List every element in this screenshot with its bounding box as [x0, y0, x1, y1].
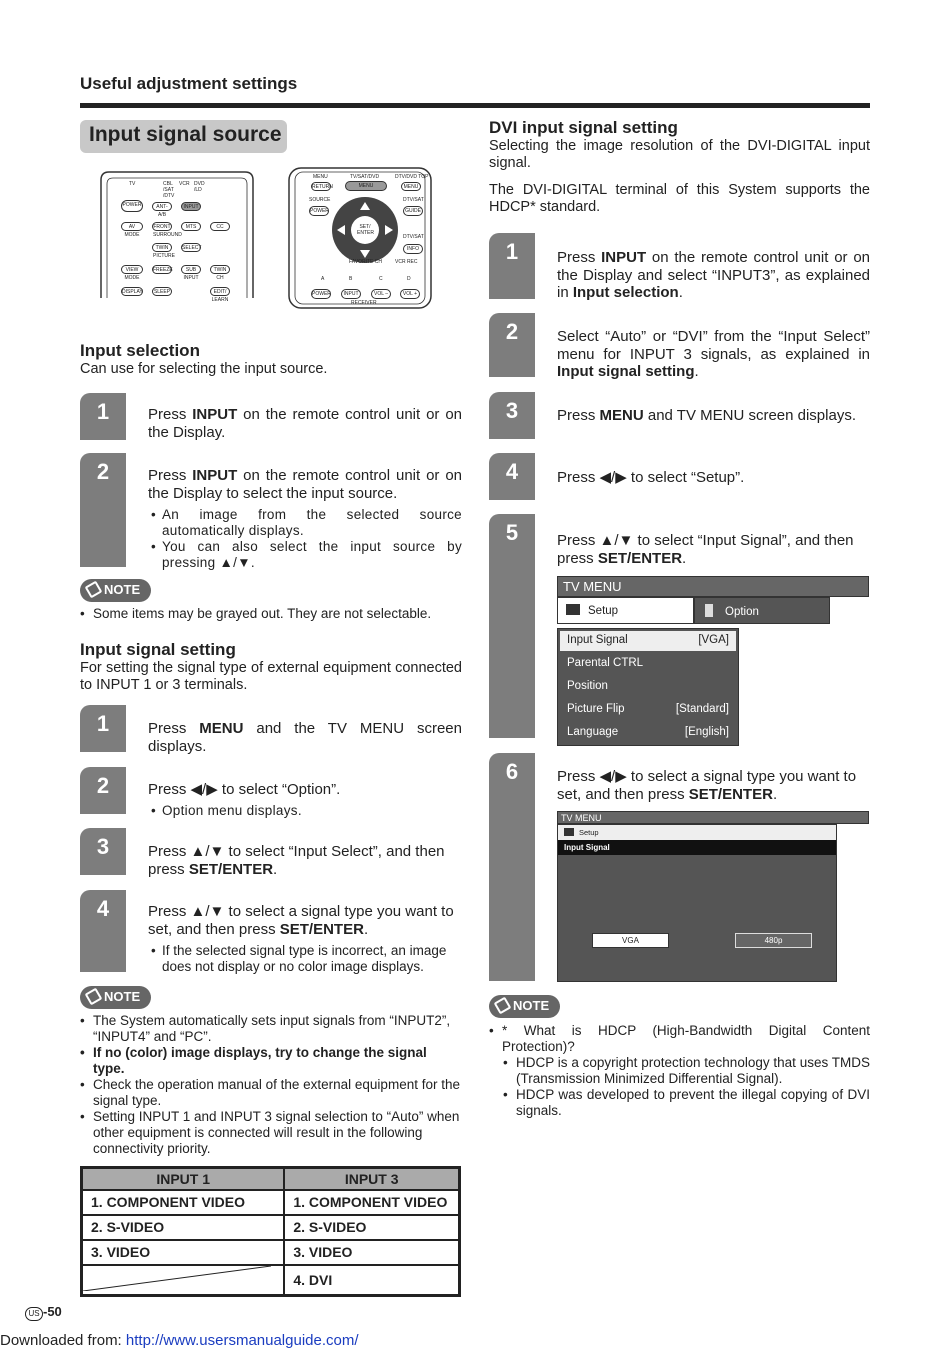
header-rule — [80, 103, 870, 108]
note-item: • Check the operation manual of the external equipment for the signal type. — [80, 1077, 462, 1109]
step-text-post: . — [363, 920, 369, 938]
dvi-desc-2: The DVI-DIGITAL terminal of this System supports the HDCP* standard. — [489, 182, 870, 215]
remote-mts-button: MTS — [181, 222, 201, 231]
step-text — [557, 532, 870, 567]
note-badge — [489, 995, 560, 1018]
step-tab — [80, 453, 126, 567]
input-selection-desc: Can use for selecting the input source. — [80, 361, 328, 377]
note-label: NOTE — [104, 989, 141, 1004]
tv-menu-input-signal-screen — [557, 811, 869, 982]
menu-tab-setup — [557, 597, 694, 624]
dvi-desc-1: Selecting the image resolution of the DVI-DIGITAL input signal. — [489, 138, 870, 171]
table-cell: 2. S-VIDEO — [82, 1215, 285, 1240]
menu-item-picture-flip — [560, 697, 736, 720]
menu-tab-option — [694, 597, 830, 624]
remote-subinput-button: SUB INPUT — [181, 265, 201, 274]
remote-menu-button: MENU — [345, 181, 387, 191]
step-number: 4 — [96, 896, 110, 921]
remote-guide-button: GUIDE — [403, 206, 423, 216]
step-text — [148, 467, 462, 502]
table-row — [82, 1265, 460, 1296]
step-text-bold: MENU — [199, 720, 244, 737]
step-tab — [489, 753, 535, 981]
step-text-pre: Press — [148, 467, 193, 484]
remote-label-dtvsat: DTV/SAT — [403, 197, 424, 203]
step-tab — [80, 393, 126, 440]
bullet-item: • An image from the selected source automatically displays. — [151, 507, 462, 539]
option-icon — [705, 604, 713, 617]
step-text-post: . — [694, 363, 699, 380]
step-text-post: and TV MENU screen displays. — [643, 407, 856, 424]
remote-twinch-button: TWIN CH — [210, 265, 230, 274]
step-text-mid: on the remote control unit or on the Display and select “INPUT3”, as explained in — [557, 249, 870, 301]
table-header: INPUT 3 — [284, 1168, 459, 1190]
remote-return-button: RETURN — [312, 184, 333, 190]
step-text — [557, 768, 870, 803]
remote-sleep-button: SLEEP — [153, 289, 171, 295]
step-text-pre: Press ▲/▼ to select a signal type you want to set, and then press — [148, 903, 454, 938]
menu-list — [557, 628, 739, 746]
remote-vol-down-button: VOL – — [371, 289, 391, 299]
menu-item-label: Position — [567, 680, 608, 692]
paperclip-icon — [494, 997, 512, 1015]
remote-illustration-left — [97, 168, 257, 303]
step-number: 3 — [505, 398, 519, 423]
step-number: 6 — [505, 759, 519, 784]
remote-label-a: A — [321, 276, 325, 282]
input-selection-title: Input selection — [80, 341, 200, 360]
menu-item-language — [560, 720, 736, 743]
step-text-pre: Press — [148, 406, 193, 423]
note-item: • HDCP is a copyright protection technology that uses TMDS (Transmission Minimized Differential Signal). — [503, 1055, 870, 1087]
step-text — [148, 406, 462, 441]
step-number: 2 — [96, 773, 110, 798]
remote-label-favorite: FAVORITE CH — [349, 259, 382, 265]
remote-info-button: INFO — [403, 244, 423, 254]
dvi-title: DVI input signal setting — [489, 118, 678, 137]
step-text-post: . — [678, 284, 683, 301]
menu-tab-label: Option — [725, 606, 759, 618]
step-text: Press ◀/▶ to select “Option”. — [148, 781, 341, 798]
step-text — [148, 903, 462, 938]
step-text-post: on the remote control unit or on the Display. — [148, 406, 462, 441]
step-text-pre: Select “Auto” or “DVI” from the “Input Select” menu for INPUT 3 signals, as explained in — [557, 328, 870, 363]
remote-label-dvd: DVD /LD — [194, 181, 205, 193]
step-text-pre: Press ◀/▶ to select a signal type you want to set, and then press — [557, 768, 857, 803]
step-number: 3 — [96, 834, 110, 859]
remote-label-tvsatdvd: TV/SAT/DVD — [350, 174, 380, 180]
note-list — [80, 1013, 462, 1157]
note-list — [80, 606, 462, 622]
menu-title: TV MENU — [557, 576, 869, 597]
menu-item-value: [English] — [684, 726, 729, 738]
setup-icon — [564, 828, 574, 836]
remote-viewmode-button: VIEW MODE — [121, 265, 143, 274]
remote-label-menu-top: MENU — [313, 174, 328, 180]
input-signal-setting-title: Input signal setting — [80, 640, 236, 659]
bullet-item: • Option menu displays. — [151, 803, 462, 819]
step-number: 4 — [505, 459, 519, 484]
note-badge — [80, 986, 151, 1009]
menu-item-input-signal — [560, 631, 736, 651]
step-text-pre: Press ▲/▼ to select “Input Signal”, and then press — [557, 532, 854, 567]
remote-input-button: INPUT — [181, 202, 201, 211]
remote-label-b: B — [349, 276, 353, 282]
note-item: • * What is HDCP (High-Bandwidth Digital Content Protection)? — [489, 1023, 870, 1055]
note-item: • The System automatically sets input signals from “INPUT2”, “INPUT4” and “PC”. — [80, 1013, 462, 1045]
menu-item-label: Language — [567, 726, 619, 738]
step-tab — [80, 705, 126, 752]
remote-freeze-button: FREEZE — [153, 267, 173, 273]
step-text-pre: Press — [557, 249, 602, 266]
step-text — [148, 720, 462, 755]
page-number — [25, 1304, 62, 1321]
remote-menu2-button: MENU — [401, 182, 421, 191]
menu-item-label: Parental CTRL — [567, 657, 644, 669]
menu-item-label: Picture Flip — [567, 703, 625, 715]
step-number: 1 — [505, 239, 519, 264]
page-number-text: -50 — [43, 1304, 62, 1319]
menu-tab-label: Setup — [588, 605, 619, 617]
step-tab — [80, 767, 126, 814]
step-tab — [489, 453, 535, 500]
bullet-item: • If the selected signal type is incorrect, an image does not display or no color image displays. — [151, 943, 462, 975]
menu-item-value: [Standard] — [675, 703, 729, 715]
menu-item-value: [VGA] — [698, 634, 729, 646]
step-text: Press ◀/▶ to select “Setup”. — [557, 469, 745, 486]
remote-label-c: C — [379, 276, 383, 282]
table-cell: 1. COMPONENT VIDEO — [82, 1190, 285, 1215]
step-text — [557, 249, 870, 302]
step-text-bold: INPUT — [192, 467, 238, 484]
step-text — [148, 843, 462, 878]
menu-subtitle: Input Signal — [558, 840, 836, 855]
note-label: NOTE — [104, 582, 141, 597]
remote-label-dtvdvd: DTV/DVD TOP — [395, 174, 429, 180]
remote-ant-button: ANT-A/B — [152, 202, 172, 211]
step-text-bold: MENU — [599, 407, 644, 424]
remote-surround-button: FRONT SURROUND — [153, 224, 182, 238]
remote-cc-button: CC — [210, 222, 230, 231]
note-item: • Setting INPUT 1 and INPUT 3 signal selection to “Auto” when other equipment is connected will result in the following connectivity priority. — [80, 1109, 462, 1157]
table-cell: 1. COMPONENT VIDEO — [284, 1190, 459, 1215]
table-cell: 3. VIDEO — [82, 1240, 285, 1265]
remote-label-vcr: VCR — [179, 181, 190, 187]
step-text-bold: INPUT — [192, 406, 238, 423]
diagonal-slash — [83, 1266, 271, 1291]
setup-icon — [566, 604, 580, 615]
step-text-bold: INPUT — [601, 249, 647, 266]
step-number: 5 — [505, 520, 519, 545]
table-row — [82, 1215, 460, 1240]
step-tab — [489, 514, 535, 738]
step-text — [557, 407, 870, 425]
download-footer — [0, 1332, 359, 1348]
table-header-row — [82, 1168, 460, 1190]
remote-select-button: SELECT — [182, 245, 202, 251]
input-signal-setting-desc: For setting the signal type of external equipment connected to INPUT 1 or 3 terminals. — [80, 660, 462, 693]
table-cell: 4. DVI — [284, 1265, 459, 1296]
step-number: 2 — [96, 459, 110, 484]
step-text-post: and the TV MENU screen displays. — [148, 720, 462, 755]
menu-tabs — [557, 597, 830, 624]
download-link[interactable]: http://www.usersmanualguide.com/ — [125, 1332, 359, 1348]
note-item: • HDCP was developed to prevent the illegal copying of DVI signals. — [503, 1087, 870, 1119]
step-text-pre: Press — [148, 720, 200, 737]
section-title: Input signal source — [80, 120, 287, 153]
paperclip-icon — [85, 988, 103, 1006]
remote-label-d: D — [407, 276, 411, 282]
step-text-pre: Press ▲/▼ to select “Input Select”, and then press — [148, 843, 445, 878]
step-number: 2 — [505, 319, 519, 344]
step-tab — [489, 313, 535, 377]
note-badge — [80, 579, 151, 602]
step-number: 1 — [96, 399, 110, 424]
step-tab — [80, 890, 126, 972]
remote-learn-button: EDIT/ LEARN — [211, 289, 229, 303]
us-badge: US — [25, 1307, 43, 1321]
step-bullets — [151, 803, 462, 819]
remote-display-button: DISPLAY — [122, 289, 143, 295]
step-text-bold: SET/ENTER — [597, 549, 683, 567]
page-header: Useful adjustment settings — [80, 74, 298, 93]
paperclip-icon — [85, 581, 103, 599]
menu-item-label: Input Signal — [567, 634, 628, 646]
step-bullets — [151, 943, 462, 975]
step-tab — [489, 233, 535, 299]
remote-receiver-input-button: INPUT — [341, 289, 361, 299]
step-text-bold: SET/ENTER — [188, 860, 274, 878]
remote-label-tv: TV — [129, 181, 136, 187]
remote-vol-up-button: VOL + — [400, 289, 420, 299]
remote-illustration-right — [287, 166, 433, 311]
table-row — [82, 1240, 460, 1265]
option-vga: VGA — [592, 933, 669, 948]
remote-avmode-button: AV MODE — [121, 222, 143, 231]
step-text-bold: Input signal setting — [557, 363, 695, 380]
table-cell: 3. VIDEO — [284, 1240, 459, 1265]
remote-source-power-button: POWER — [310, 208, 329, 214]
connectivity-priority-table — [80, 1166, 461, 1297]
remote-label-receiver: RECEIVER — [351, 300, 377, 306]
step-text — [557, 328, 870, 381]
menu-tab-setup — [558, 825, 836, 840]
step-text-post: . — [682, 549, 687, 567]
step-tab — [489, 392, 535, 439]
menu-item-position — [560, 674, 736, 697]
step-number: 1 — [96, 711, 110, 736]
remote-label-source: SOURCE — [309, 197, 331, 203]
menu-panel — [557, 824, 837, 982]
tv-menu-setup-screen — [557, 576, 869, 746]
table-cell-empty — [82, 1265, 285, 1296]
step-tab — [80, 828, 126, 875]
bullet-item: • You can also select the input source by pressing ▲/▼. — [151, 539, 462, 571]
download-text: Downloaded from: — [0, 1332, 126, 1348]
table-row — [82, 1190, 460, 1215]
remote-receiver-power-button: POWER — [312, 291, 331, 297]
menu-item-parental — [560, 651, 736, 674]
step-text-bold: SET/ENTER — [688, 785, 773, 803]
step-bullets — [151, 507, 462, 571]
menu-title: TV MENU — [557, 811, 869, 824]
menu-tab-label: Setup — [579, 828, 599, 837]
table-header: INPUT 1 — [82, 1168, 285, 1190]
step-text-post: on the remote control unit or on the Display to select the input source. — [148, 467, 462, 502]
step-text-pre: Press — [557, 407, 600, 424]
table-cell: 2. S-VIDEO — [284, 1215, 459, 1240]
note-item: • If no (color) image displays, try to change the signal type. — [80, 1045, 462, 1077]
note-list — [489, 1023, 870, 1119]
step-text-post: . — [772, 785, 778, 803]
step-text-bold-2: Input selection — [572, 284, 679, 301]
remote-power-button: POWER — [121, 200, 143, 212]
step-text-bold: SET/ENTER — [279, 920, 364, 938]
remote-set-enter-button: SET/ ENTER — [357, 224, 374, 236]
option-480p: 480p — [735, 933, 812, 948]
remote-label-vcrrec: VCR REC — [395, 259, 418, 265]
remote-twin-picture-button: TWIN PICTURE — [153, 245, 175, 259]
remote-label-cbl: CBL /SAT /DTV — [163, 181, 175, 199]
remote-label-dtvsat2: DTV/SAT — [403, 234, 424, 240]
step-text-post: . — [273, 860, 278, 878]
note-item: • Some items may be grayed out. They are not selectable. — [80, 606, 462, 622]
note-label: NOTE — [513, 998, 550, 1013]
